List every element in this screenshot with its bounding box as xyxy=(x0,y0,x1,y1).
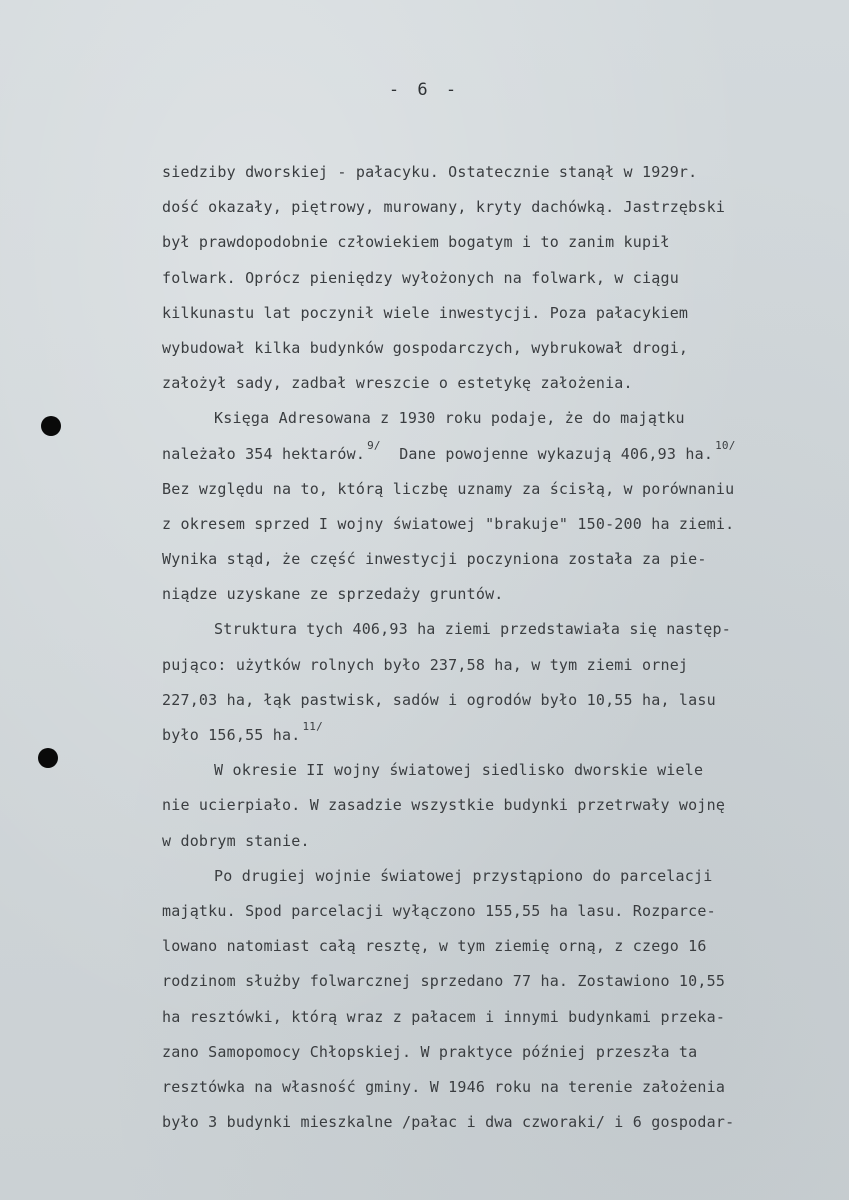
text-line: był prawdopodobnie człowiekiem bogatym i to zanim kupił xyxy=(162,233,670,252)
text-line: rodzinom służby folwarcznej sprzedano 77 ha. Zostawiono 10,55 xyxy=(162,972,726,991)
text-line: resztówka na własność gminy. W 1946 roku na terenie założenia xyxy=(162,1077,726,1096)
text-line: zano Samopomocy Chłopskiej. W praktyce później przeszła ta xyxy=(162,1042,698,1061)
text-line: majątku. Spod parcelacji wyłączono 155,55 ha lasu. Rozparce- xyxy=(162,901,716,920)
text-line: folwark. Oprócz pieniędzy wyłożonych na folwark, w ciągu xyxy=(162,268,679,287)
text-line: nie ucierpiało. W zasadzie wszystkie budynki przetrwały wojnę xyxy=(162,796,726,815)
page-number: - 6 - xyxy=(388,80,461,100)
text-line: wybudował kilka budynków gospodarczych, wybrukował drogi, xyxy=(162,338,689,357)
text-segment: należało 354 hektarów. xyxy=(162,444,366,463)
text-line: lowano natomiast całą resztę, w tym ziemię orną, z czego 16 xyxy=(162,937,707,956)
text-line: siedziby dworskiej - pałacyku. Ostatecznie stanął w 1929r. xyxy=(162,163,698,181)
text-line: 227,03 ha, łąk pastwisk, sadów i ogrodów było 10,55 ha, lasu xyxy=(162,690,716,709)
text-line: Po drugiej wojnie światowej przystąpiono do parcelacji xyxy=(214,866,713,885)
text-line: ha resztówki, którą wraz z pałacem i innymi budynkami przeka- xyxy=(162,1007,726,1026)
text-line: Bez względu na to, którą liczbę uznamy za ścisłą, w porównaniu xyxy=(162,479,735,498)
text-segment: Dane powojenne wykazują 406,93 ha. xyxy=(399,444,714,463)
text-line: niądze uzyskane ze sprzedaży gruntów. xyxy=(162,585,504,604)
text-line: pująco: użytków rolnych było 237,58 ha, w tym ziemi ornej xyxy=(162,655,689,674)
text-line: było 3 budynki mieszkalne /pałac i dwa czworaki/ i 6 gospodar- xyxy=(162,1113,735,1132)
text-line: z okresem sprzed I wojny światowej "brakuje" 150-200 ha ziemi. xyxy=(162,514,735,533)
text-line: dość okazały, piętrowy, murowany, kryty dachówką. Jastrzębski xyxy=(162,198,726,217)
text-segment: było 156,55 ha. xyxy=(162,726,301,744)
text-line: w dobrym stanie. xyxy=(162,831,310,850)
text-line: kilkunastu lat poczynił wiele inwestycji. Poza pałacykiem xyxy=(162,303,689,322)
footnote-ref-9: 9/ xyxy=(367,438,381,452)
footnote-ref-10: 10/ xyxy=(715,438,736,452)
footnote-ref-11: 11/ xyxy=(302,720,323,733)
text-line: Wynika stąd, że część inwestycji poczyniona została za pie- xyxy=(162,550,707,569)
text-line: założył sady, zadbał wreszcie o estetykę założenia. xyxy=(162,374,633,393)
text-line-with-footnote xyxy=(162,718,822,753)
punch-hole xyxy=(38,748,58,768)
text-line-with-footnotes xyxy=(162,437,822,472)
text-line: Struktura tych 406,93 ha ziemi przedstawiała się następ- xyxy=(214,620,731,639)
text-line: Księga Adresowana z 1930 roku podaje, że do majątku xyxy=(214,409,685,428)
punch-hole xyxy=(41,416,61,436)
typed-text-body xyxy=(162,155,822,1140)
text-line: W okresie II wojny światowej siedlisko dworskie wiele xyxy=(214,761,704,780)
